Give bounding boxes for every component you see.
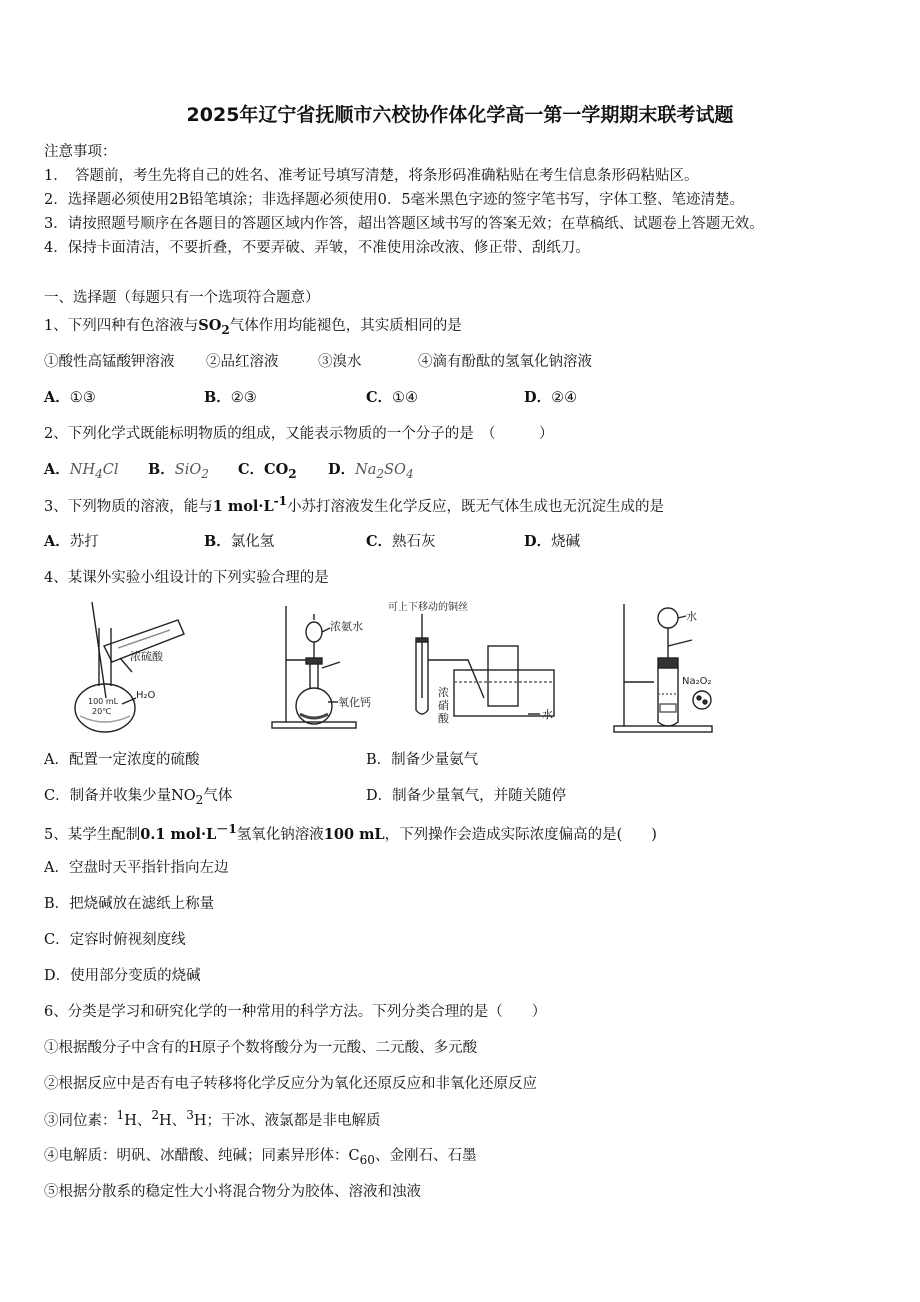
q1-option-d-label: D． <box>524 389 552 406</box>
q2-d-sub-1: 2 <box>376 466 385 481</box>
porous-plate <box>660 704 676 712</box>
label-cao: 氧化钙 <box>338 696 371 709</box>
q6-s3-sup-3: 3 <box>186 1108 194 1122</box>
label-water-c: 水 <box>542 708 553 721</box>
q2-a-sub: 4 <box>95 466 103 481</box>
q5-option-b[interactable]: B．把烧碱放在滤纸上称量 <box>44 896 215 912</box>
water-trough <box>454 670 554 716</box>
label-water-d: 水 <box>686 610 697 623</box>
q3-option-c-text: 熟石灰 <box>392 534 436 550</box>
q4-option-c-sub: 2 <box>195 792 204 807</box>
q3-option-b-label: B． <box>204 533 231 550</box>
q1-option-b[interactable] <box>204 386 257 407</box>
figure-a-volumetric-flask <box>60 598 190 738</box>
q2-option-d-label: D． <box>328 461 356 478</box>
q3-option-c[interactable] <box>366 530 436 551</box>
question-5-stem <box>44 820 657 844</box>
q3-stem-a: 3、下列物质的溶液，能与 <box>44 498 213 515</box>
q3-option-a-text: 苏打 <box>69 534 99 550</box>
q2-option-c[interactable] <box>238 458 297 481</box>
q1-item-4: ④滴有酚酞的氢氧化钠溶液 <box>418 354 592 370</box>
q2-d-sub-2: 4 <box>405 466 414 481</box>
q3-option-c-label: C． <box>366 533 393 550</box>
q3-conc-text: 1 mol·L <box>212 497 274 515</box>
stopper-d <box>658 658 678 668</box>
q2-formula-a <box>69 462 119 481</box>
q5-stem-b: 氢氧化钠溶液 <box>236 826 324 843</box>
label-hno3-2: 硝 <box>438 699 449 712</box>
notice-item-4: 4．保持卡面清洁，不要折叠，不要弄破、弄皱，不准使用涂改液、修正带、刮纸刀。 <box>44 240 590 256</box>
q4-option-d[interactable]: D．制备少量氧气，并随关随停 <box>366 788 567 804</box>
q1-stem-b: 气体作用均能褪色，其实质相同的是 <box>229 318 462 334</box>
q4-option-b[interactable]: B．制备少量氨气 <box>366 752 479 768</box>
q2-c-part-1: CO <box>264 461 289 478</box>
label-hno3-1: 浓 <box>438 686 449 699</box>
stand-base <box>272 722 356 728</box>
q3-conc-sup: -1 <box>273 494 288 508</box>
q6-s4-sub: 60 <box>359 1152 375 1167</box>
q3-stem-b: 小苏打溶液发生化学反应，既无气体生成也无沉淀生成的是 <box>287 498 665 515</box>
q6-s4-part-1: ④电解质：明矾、冰醋酸、纯碱；同素异形体：C <box>44 1148 360 1164</box>
q3-option-d[interactable] <box>524 530 580 551</box>
q1-item-3: ③溴水 <box>318 354 362 370</box>
q1-so-sub: 2 <box>221 322 230 337</box>
q2-c-sub: 2 <box>288 466 297 481</box>
q5-conc-sup: －1 <box>216 822 237 836</box>
q1-option-c-text: ①④ <box>392 390 419 406</box>
page-title: 2025年辽宁省抚顺市六校协作体化学高一第一学期期末联考试题 <box>186 104 734 126</box>
q6-statement-5: ⑤根据分散系的稳定性大小将混合物分为胶体、溶液和浊液 <box>44 1184 421 1200</box>
q6-s3-part-4: H；干冰、液氯都是非电解质 <box>193 1112 381 1129</box>
flask-neck-b <box>310 664 318 688</box>
notice-header: 注意事项： <box>44 144 117 160</box>
q6-s3-part-3: H、 <box>159 1112 187 1129</box>
q6-statement-2: ②根据反应中是否有电子转移将化学反应分为氧化还原反应和非氧化还原反应 <box>44 1076 537 1092</box>
q2-a-part-2: Cl <box>102 462 119 478</box>
q2-option-a-label: A． <box>44 461 70 478</box>
q1-so2 <box>198 317 230 337</box>
figure-d-oxygen-setup <box>610 598 740 738</box>
q5-option-a[interactable]: A．空盘时天平指针指向左边 <box>44 860 229 876</box>
q2-option-d[interactable] <box>328 458 414 481</box>
figure-c-no2-setup <box>388 598 568 738</box>
q5-volume: 100 mL <box>323 825 385 843</box>
q2-b-sub: 2 <box>201 466 209 481</box>
q2-formula-c <box>264 461 297 481</box>
ammonia-pointer <box>322 628 330 632</box>
q2-d-part-2: SO <box>384 462 406 478</box>
section-heading: 一、选择题（每题只有一个选项符合题意） <box>44 290 320 306</box>
side-tube <box>668 640 692 646</box>
q1-stem-a: 1、下列四种有色溶液与 <box>44 318 199 334</box>
label-acid: 浓硫酸 <box>130 650 163 663</box>
question-1-stem <box>44 314 462 337</box>
q2-option-a[interactable] <box>44 458 119 481</box>
q2-formula-d <box>355 462 414 481</box>
q6-s4-part-2: 、金刚石、石墨 <box>374 1148 477 1164</box>
label-copper-wire: 可上下移动的铜丝 <box>388 602 468 613</box>
q2-option-c-label: C． <box>238 461 265 478</box>
q3-option-b[interactable] <box>204 530 274 551</box>
q6-statement-3 <box>44 1108 381 1130</box>
q6-s3-part-1: ③同位素： <box>44 1112 117 1129</box>
solid-grain-2 <box>703 700 707 704</box>
label-na2o2: Na₂O₂ <box>682 676 712 687</box>
q1-option-b-text: ②③ <box>230 390 257 406</box>
q3-option-d-label: D． <box>524 533 552 550</box>
q3-conc <box>212 494 288 515</box>
notice-item-2: 2．选择题必须使用2B铅笔填涂；非选择题必须使用0．5毫米黑色字迹的签字笔书写，字体工整、笔迹清楚。 <box>44 192 745 208</box>
flask-water <box>80 716 130 722</box>
label-water: H₂O <box>136 690 156 701</box>
separatory-funnel <box>306 622 322 642</box>
q1-option-b-label: B． <box>204 389 231 406</box>
q2-formula-b <box>174 462 209 481</box>
q4-option-c-no: NO <box>171 788 196 804</box>
water-pointer-d <box>678 616 686 618</box>
question-2-stem: 2、下列化学式既能标明物质的组成，又能表示物质的一个分子的是 （ ） <box>44 426 554 442</box>
q1-item-2: ②品红溶液 <box>206 354 279 370</box>
q5-option-d[interactable]: D．使用部分变质的烧碱 <box>44 968 201 984</box>
solid-grain-1 <box>697 696 701 700</box>
q2-option-b-label: B． <box>148 461 175 478</box>
stopper <box>306 658 322 664</box>
q2-d-part-1: Na <box>355 462 377 478</box>
q4-option-a[interactable]: A．配置一定浓度的硫酸 <box>44 752 200 768</box>
q5-conc-text: 0.1 mol·L <box>140 825 217 843</box>
q6-statement-1: ①根据酸分子中含有的H原子个数将酸分为一元酸、二元酸、多元酸 <box>44 1040 478 1056</box>
q3-option-a[interactable] <box>44 530 99 551</box>
q1-option-a[interactable] <box>44 386 96 407</box>
delivery-tube <box>322 662 340 668</box>
q4-option-c-text-a: C．制备并收集少量 <box>44 788 172 804</box>
q1-option-d-text: ②④ <box>551 390 578 406</box>
stand-base-d <box>614 726 712 732</box>
q5-stem-c: ，下列操作会造成实际浓度偏高的是( ) <box>384 826 657 843</box>
magnified-solid <box>693 691 711 709</box>
question-4-stem: 4、某课外实验小组设计的下列实验合理的是 <box>44 570 329 586</box>
q4-option-c[interactable] <box>44 784 232 807</box>
test-tube-stopper <box>416 638 428 642</box>
q6-s3-part-2: H、 <box>124 1112 152 1129</box>
q4-option-c-text-b: 气体 <box>203 788 233 804</box>
label-ammonia: 浓氨水 <box>330 620 363 633</box>
q3-option-a-label: A． <box>44 533 70 550</box>
label-flask-volume: 100 mL <box>88 697 119 706</box>
q1-option-c-label: C． <box>366 389 393 406</box>
label-hno3-3: 酸 <box>438 712 449 725</box>
q1-option-d[interactable] <box>524 386 577 407</box>
question-6-stem: 6、分类是学习和研究化学的一种常用的科学方法。下列分类合理的是（ ） <box>44 1004 547 1020</box>
q2-b-part-1: SiO <box>174 462 202 478</box>
figure-b-ammonia-setup <box>266 598 396 738</box>
q1-option-a-text: ①③ <box>69 390 96 406</box>
question-3-stem <box>44 494 664 516</box>
q1-item-1: ①酸性高锰酸钾溶液 <box>44 354 175 370</box>
inverted-cylinder <box>488 646 518 706</box>
q6-s3-sup-1: 1 <box>116 1108 125 1122</box>
q3-option-b-text: 氯化氢 <box>230 534 275 550</box>
q5-stem-a: 5、某学生配制 <box>44 826 141 843</box>
q2-a-part-1: NH <box>69 462 96 478</box>
q1-option-c[interactable] <box>366 386 418 407</box>
notice-item-3: 3．请按照题号顺序在各题目的答题区域内作答，超出答题区域书写的答案无效；在草稿纸、试题卷上答题无效。 <box>44 216 764 232</box>
q5-option-c[interactable]: C．定容时俯视刻度线 <box>44 932 186 948</box>
q2-option-b[interactable] <box>148 458 209 481</box>
q5-conc <box>140 822 237 843</box>
q6-s3-sup-2: 2 <box>151 1108 160 1122</box>
notice-item-1: 1． 答题前，考生先将自己的姓名、准考证号填写清楚，将条形码准确粘贴在考生信息条形码粘贴区。 <box>44 168 699 184</box>
gas-tube <box>428 660 484 698</box>
q6-statement-4 <box>44 1144 476 1167</box>
dropping-funnel <box>658 608 678 628</box>
q3-option-d-text: 烧碱 <box>551 534 581 550</box>
q1-option-a-label: A． <box>44 389 70 406</box>
cao-solid <box>300 714 328 718</box>
reaction-tube <box>658 668 678 726</box>
q1-so: SO <box>198 317 222 334</box>
label-flask-temp: 20℃ <box>92 707 112 716</box>
